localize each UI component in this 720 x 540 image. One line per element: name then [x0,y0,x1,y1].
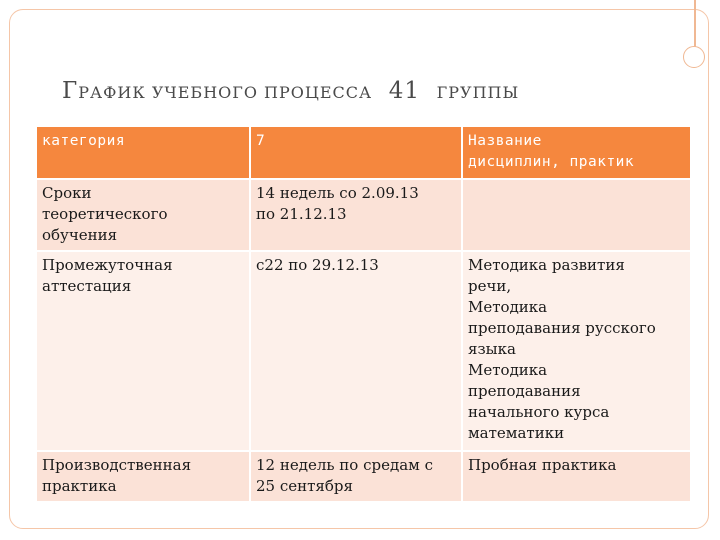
cell-line: Методика развития [468,256,625,274]
cell-line: Методика [468,298,548,316]
cell-line: 25 сентября [256,477,353,495]
title-rest: РАФИК УЧЕБНОГО ПРОЦЕССА [78,83,373,102]
cell-line: речи, [468,277,512,295]
page-title [62,78,519,104]
row-disciplines-cell [462,451,691,502]
cell-line: Производственная [42,456,192,474]
cell-line: аттестация [42,277,132,295]
table-row [37,451,691,502]
cell-line: начального курса [468,403,610,421]
cell-line: теоретического [42,205,168,223]
header-group-number: 7 [250,127,462,179]
header-disciplines-line: дисциплин, практик [468,154,635,170]
title-group-number: 41 [388,78,421,104]
row-dates-cell [250,251,462,451]
cell-line: практика [42,477,117,495]
cell-line: Пробная практика [468,456,617,474]
table-row [37,179,691,251]
header-disciplines-line: Название [468,133,542,149]
cell-line: математики [468,424,565,442]
row-dates-cell [250,179,462,251]
row-category-cell [37,251,250,451]
cell-line: Сроки [42,184,92,202]
row-category-cell [37,451,250,502]
row-disciplines-cell [462,251,691,451]
row-dates-cell [250,451,462,502]
cell-line: 14 недель со 2.09.13 [256,184,419,202]
cell-line: преподавания русского [468,319,656,337]
decorative-ring-icon [683,46,705,68]
cell-line: Промежуточная [42,256,173,274]
cell-line: преподавания [468,382,581,400]
title-tail: ГРУППЫ [436,83,520,102]
title-first-letter: Г [62,78,79,104]
cell-line: обучения [42,226,118,244]
row-category-cell [37,179,250,251]
table-row [37,251,691,451]
decorative-line [694,0,696,48]
cell-line: Методика [468,361,548,379]
table-header-row [37,127,691,179]
cell-line: по 21.12.13 [256,205,347,223]
cell-line: языка [468,340,516,358]
cell-line: 12 недель по средам с [256,456,433,474]
schedule-table [37,127,692,503]
row-disciplines-cell [462,179,691,251]
cell-line: с22 по 29.12.13 [256,256,379,274]
header-category: категория [37,127,250,179]
header-disciplines [462,127,691,179]
